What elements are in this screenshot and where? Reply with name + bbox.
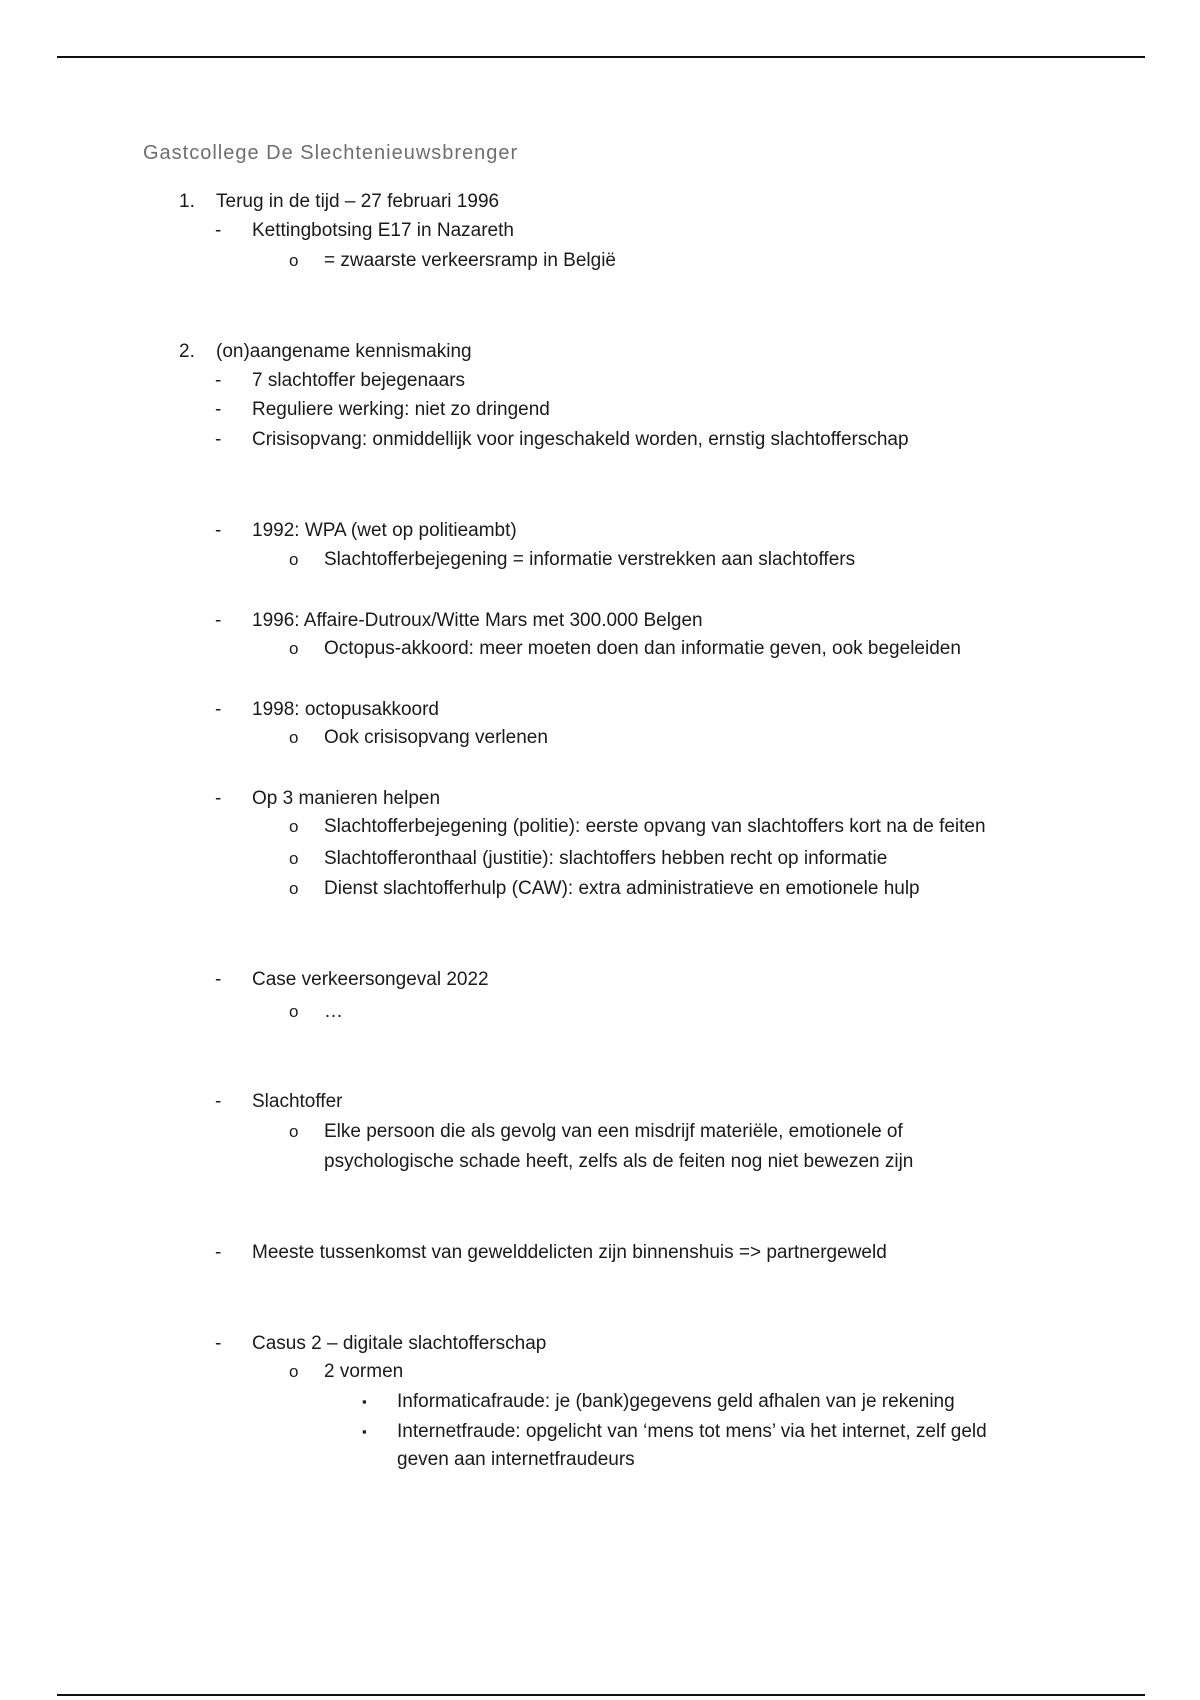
sub-list-item-continuation: psychologische schade heeft, zelfs als de feiten nog niet bewezen zijn: [324, 1151, 914, 1172]
list-item: Slachtoffer: [252, 1091, 343, 1112]
document-title: Gastcollege De Slechtenieuwsbrenger: [143, 142, 519, 164]
top-rule: [57, 56, 1145, 58]
sub-sub-list-item: Informaticafraude: je (bank)gegevens geld afhalen van je rekening: [397, 1391, 955, 1412]
list-item: Case verkeersongeval 2022: [252, 969, 489, 990]
section-heading: (on)aangename kennismaking: [216, 341, 472, 362]
dash-bullet: -: [215, 610, 222, 631]
sub-list-item: = zwaarste verkeersramp in België: [324, 250, 616, 271]
list-item: Op 3 manieren helpen: [252, 788, 441, 809]
dash-bullet: -: [215, 429, 222, 450]
dash-bullet: -: [215, 520, 222, 541]
list-item: Meeste tussenkomst van gewelddelicten zijn binnenshuis => partnergeweld: [252, 1242, 887, 1263]
dash-bullet: -: [215, 699, 222, 720]
sub-list-item: Elke persoon die als gevolg van een misdrijf materiële, emotionele of: [324, 1121, 903, 1142]
sub-list-item: …: [324, 1001, 343, 1022]
dash-bullet: -: [215, 399, 222, 420]
circle-bullet: o: [289, 639, 299, 658]
circle-bullet: o: [289, 1002, 299, 1021]
circle-bullet: o: [289, 550, 299, 569]
sub-list-item: Ook crisisopvang verlenen: [324, 727, 548, 748]
square-bullet: ▪: [362, 1424, 367, 1439]
sub-list-item: Slachtofferbejegening = informatie verstrekken aan slachtoffers: [324, 549, 856, 570]
list-item: 7 slachtoffer bejegenaars: [252, 370, 466, 391]
bottom-rule: [57, 1694, 1145, 1696]
sub-sub-list-item: Internetfraude: opgelicht van ‘mens tot mens’ via het internet, zelf geld: [397, 1421, 987, 1442]
list-item: 1992: WPA (wet op politieambt): [252, 520, 517, 541]
circle-bullet: o: [289, 251, 299, 270]
sub-list-item: 2 vormen: [324, 1361, 404, 1382]
list-item: Reguliere werking: niet zo dringend: [252, 399, 550, 420]
dash-bullet: -: [215, 1333, 222, 1354]
dash-bullet: -: [215, 969, 222, 990]
dash-bullet: -: [215, 220, 222, 241]
square-bullet: ▪: [362, 1394, 367, 1409]
circle-bullet: o: [289, 1122, 299, 1141]
list-item: Crisisopvang: onmiddellijk voor ingeschakeld worden, ernstig slachtofferschap: [252, 429, 909, 450]
circle-bullet: o: [289, 817, 299, 836]
sub-list-item: Octopus-akkoord: meer moeten doen dan informatie geven, ook begeleiden: [324, 638, 961, 659]
dash-bullet: -: [215, 1091, 222, 1112]
circle-bullet: o: [289, 1362, 299, 1381]
sub-list-item: Dienst slachtofferhulp (CAW): extra administratieve en emotionele hulp: [324, 878, 920, 899]
circle-bullet: o: [289, 728, 299, 747]
dash-bullet: -: [215, 370, 222, 391]
dash-bullet: -: [215, 788, 222, 809]
section-number: 1.: [179, 191, 195, 212]
dash-bullet: -: [215, 1242, 222, 1263]
section-heading: Terug in de tijd – 27 februari 1996: [216, 191, 500, 212]
circle-bullet: o: [289, 849, 299, 868]
list-item: Kettingbotsing E17 in Nazareth: [252, 220, 514, 241]
list-item: 1996: Affaire-Dutroux/Witte Mars met 300.000 Belgen: [252, 610, 703, 631]
section-number: 2.: [179, 341, 195, 362]
list-item: 1998: octopusakkoord: [252, 699, 439, 720]
sub-list-item: Slachtofferonthaal (justitie): slachtoffers hebben recht op informatie: [324, 848, 888, 869]
list-item: Casus 2 – digitale slachtofferschap: [252, 1333, 547, 1354]
sub-sub-list-item-continuation: geven aan internetfraudeurs: [397, 1449, 635, 1470]
circle-bullet: o: [289, 879, 299, 898]
sub-list-item: Slachtofferbejegening (politie): eerste opvang van slachtoffers kort na de feiten: [324, 816, 986, 837]
